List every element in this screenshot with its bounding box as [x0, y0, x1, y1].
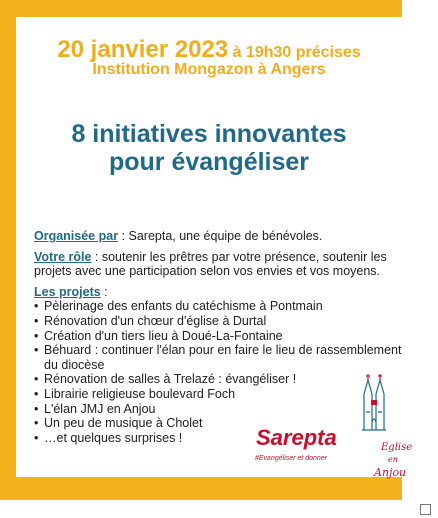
- organised-label: Organisée par: [34, 229, 119, 243]
- event-date: 20 janvier 2023: [57, 36, 229, 63]
- title-line-1: 8 initiatives innovantes: [71, 120, 347, 148]
- projects-label: Les projets: [34, 284, 101, 299]
- project-item: • Un peu de musique à Cholet: [34, 416, 404, 431]
- projects-list: [34, 299, 404, 445]
- logo-text-en: en: [388, 455, 398, 464]
- project-item: • L'élan JMJ en Anjou: [34, 402, 404, 417]
- sarepta-tagline: #Evangéliser et donner: [255, 455, 327, 462]
- event-date-line: [16, 36, 402, 64]
- flyer-card: [16, 17, 413, 479]
- role-label: Votre rôle: [34, 249, 92, 264]
- event-venue: Institution Mongazon à Angers: [92, 61, 326, 78]
- role-paragraph: [34, 250, 404, 279]
- project-item: • Librairie religieuse boulevard Foch: [34, 387, 404, 402]
- project-item: • Pèlerinage des enfants du catéchisme à Pontmain: [34, 299, 404, 314]
- flyer-body: [34, 229, 404, 445]
- project-item: • Création d'un tiers lieu à Doué-La-Fontaine: [34, 329, 404, 344]
- cathedral-icon: [356, 372, 413, 482]
- project-item: • Béhuard : continuer l'élan pour en faire le lieu de rassemblement du diocèse: [34, 343, 404, 372]
- project-item: • Rénovation de salles à Trelazé : évangéliser !: [34, 372, 404, 387]
- eglise-en-anjou-logo: [356, 372, 413, 482]
- organised-paragraph: [34, 229, 404, 244]
- sarepta-logo-text: Sarepta: [256, 425, 337, 450]
- organised-text: : Sarepta, une équipe de bénévoles.: [118, 229, 323, 243]
- project-item: • Rénovation d'un chœur d'église à Durtal: [34, 314, 404, 329]
- flyer-title: [16, 120, 402, 176]
- event-time: à 19h30 précises: [232, 44, 361, 61]
- logo-text-anjou: Anjou: [374, 466, 407, 479]
- project-item: • …et quelques surprises !: [34, 431, 404, 446]
- corner-checkbox: [420, 504, 431, 515]
- logo-text-eglise: Eglise: [381, 442, 413, 453]
- projects-suffix: :: [100, 284, 108, 299]
- role-text: : soutenir les prêtres par votre présence, soutenir les projets avec une participation selon vos envies et vos moyens.: [34, 249, 387, 279]
- projects-heading: [34, 285, 404, 300]
- title-line-2: pour évangéliser: [108, 148, 310, 176]
